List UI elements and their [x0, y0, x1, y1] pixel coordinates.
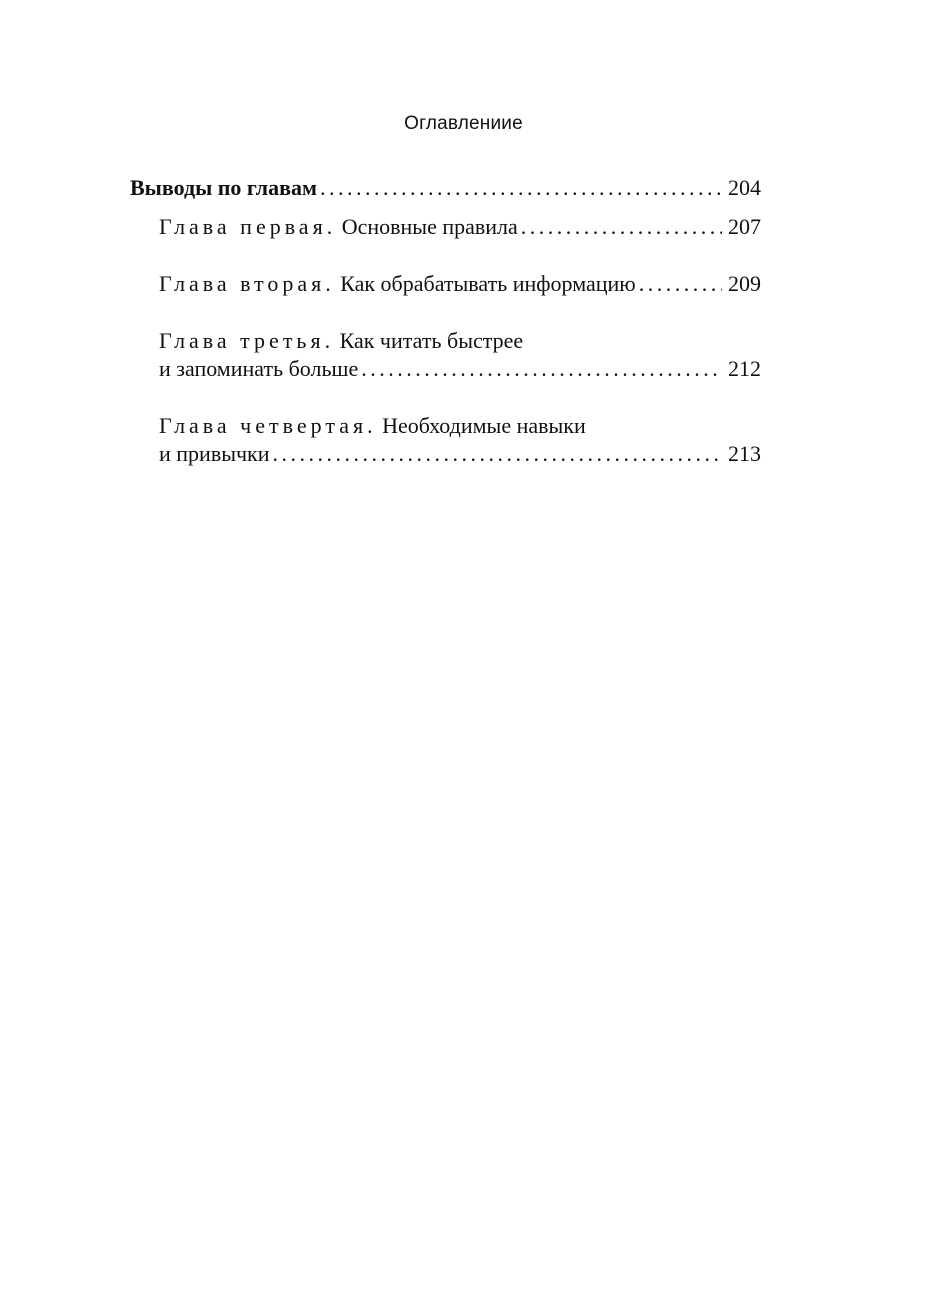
leader-dots: [320, 174, 722, 202]
chapter-title: Необходимые навыки: [376, 413, 586, 438]
toc-entry-chapter-4[interactable]: [130, 412, 761, 468]
chapter-title: Как читать быстрее: [334, 328, 524, 353]
toc-page-number: 213: [728, 441, 761, 466]
toc-entry-label: [159, 213, 518, 241]
toc-entry-summary[interactable]: [130, 174, 761, 202]
chapter-word: Глава вторая.: [159, 271, 335, 296]
toc-page-number: 212: [728, 356, 761, 381]
leader-dots: [273, 440, 722, 468]
toc-entry-chapter-1[interactable]: [130, 213, 761, 241]
toc-page-number: 204: [728, 175, 761, 200]
toc-entry-label: Выводы по главам: [130, 175, 318, 200]
chapter-title: Как обрабатывать информацию: [334, 271, 636, 296]
toc-entry-label-line1: [130, 412, 761, 440]
leader-dots: [639, 270, 722, 298]
toc-entry-label: [159, 270, 636, 298]
table-of-contents: [130, 174, 761, 468]
chapter-word: Глава третья.: [159, 328, 335, 353]
toc-entry-label-line1: [130, 327, 761, 355]
chapter-title: Основные правила: [336, 214, 518, 239]
toc-entry-line2: [130, 355, 761, 383]
leader-dots: [521, 213, 722, 241]
chapter-word: Глава первая.: [159, 214, 337, 239]
page-title: Оглавлениие: [404, 113, 523, 134]
chapter-word: Глава четвертая.: [159, 413, 377, 438]
toc-entry-line2: [130, 440, 761, 468]
leader-dots: [361, 355, 722, 383]
toc-entry-chapter-3[interactable]: [130, 327, 761, 383]
toc-page-number: 209: [728, 271, 761, 296]
toc-page-number: 207: [728, 214, 761, 239]
toc-entry-label-line2: и запоминать больше: [159, 356, 359, 381]
toc-entry-label-line2: и привычки: [159, 441, 270, 466]
toc-entry-chapter-2[interactable]: [130, 270, 761, 298]
